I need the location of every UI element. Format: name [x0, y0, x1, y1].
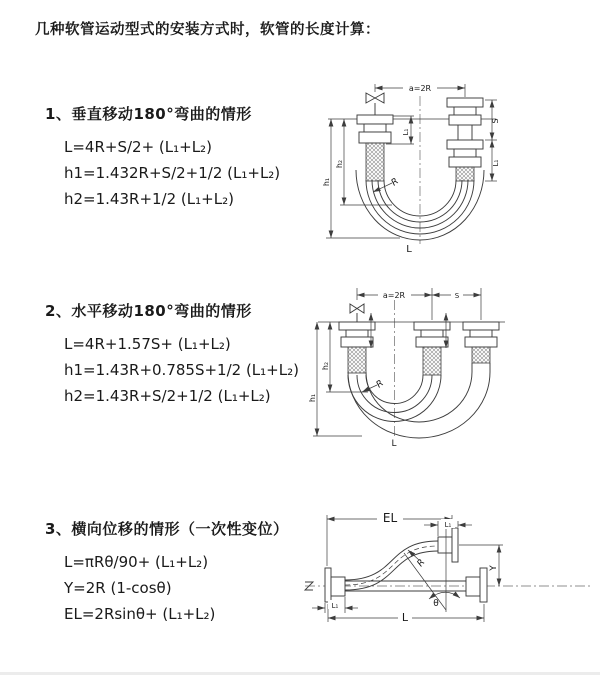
- dimension-length: [328, 604, 484, 624]
- left-flange-fitting: [325, 568, 345, 602]
- formula-length: L=4R+1.57S+ (L₁+L₂): [64, 335, 231, 353]
- dim-el-label: EL: [382, 511, 398, 525]
- top-flange-fitting: [438, 528, 458, 562]
- section-vertical-bend: [45, 103, 325, 212]
- dim-h2-label: h₂: [335, 159, 344, 169]
- diagram-vertical-bend: [310, 70, 600, 260]
- radius-callout: [362, 379, 386, 392]
- dim-stroke-label: S: [454, 292, 460, 300]
- braid-section: [456, 167, 474, 181]
- braid-section: [423, 347, 441, 375]
- dimension-el: [327, 511, 452, 566]
- right-flange-fitting: [466, 568, 487, 602]
- valve-icon: [350, 304, 364, 322]
- right-flange-fitting: [463, 322, 499, 372]
- section-2-heading: 2、水平移动180°弯曲的情形: [45, 302, 252, 320]
- angle-label: θ: [433, 599, 439, 609]
- length-label: L: [391, 439, 397, 449]
- section-1-heading: 1、垂直移动180°弯曲的情形: [45, 105, 252, 123]
- valve-icon: [366, 93, 384, 115]
- radius-callout: [408, 550, 427, 569]
- diagram-horizontal-bend: [305, 282, 600, 454]
- radius-label: R: [374, 378, 386, 391]
- dimension-fitting-right: [485, 140, 500, 181]
- formula-el: EL=2Rsinθ+ (L₁+L₂): [64, 605, 216, 623]
- dim-h1-label: h₁: [308, 393, 317, 403]
- length-label: L: [406, 244, 412, 255]
- formula-h1: h1=1.432R+S/2+1/2 (L₁+L₂): [64, 164, 281, 182]
- dim-width-label: a=2R: [408, 84, 432, 93]
- formula-length: L=4R+S/2+ (L₁+L₂): [64, 138, 212, 156]
- dimension-stroke: [432, 290, 481, 300]
- radius-label: R: [415, 557, 428, 569]
- dimension-stroke: [485, 100, 500, 140]
- dim-fitting-label: L₁: [492, 159, 500, 167]
- page-title: 几种软管运动型式的安装方式时，软管的长度计算：: [35, 22, 380, 38]
- formula-h2: h2=1.43R+1/2 (L₁+L₂): [64, 190, 234, 208]
- section-3-heading: 3、横向位移的情形（一次性变位）: [45, 520, 289, 538]
- hose-u-bend: [348, 372, 490, 438]
- formula-y: Y=2R (1-cosθ): [64, 579, 172, 597]
- braid-section: [348, 347, 366, 373]
- braid-section: [366, 143, 384, 181]
- formula-length: L=πRθ/90+ (L₁+L₂): [64, 553, 209, 571]
- dim-fitting-label: L₁: [402, 128, 410, 136]
- formula-h1: h1=1.43R+0.785S+1/2 (L₁+L₂): [64, 361, 299, 379]
- dim-l1-label: L₁: [331, 602, 339, 610]
- dimension-fitting-bottom: [312, 597, 358, 613]
- left-flange-fitting: [339, 322, 375, 373]
- braid-section: [472, 347, 490, 363]
- dim-y-label: Y: [489, 565, 499, 571]
- left-flange-fitting: [357, 115, 393, 181]
- radius-label: R: [389, 176, 401, 189]
- centerline: [318, 300, 505, 436]
- centerline: [305, 582, 592, 590]
- middle-flange-fitting: [414, 322, 450, 375]
- diagram-lateral-displacement: [300, 502, 598, 640]
- section-horizontal-bend: [45, 300, 325, 409]
- dim-width-label: a=2R: [382, 291, 406, 300]
- dimension-fitting-top: [424, 519, 472, 536]
- dim-l1-label: L₁: [444, 521, 452, 529]
- section-lateral-displacement: [45, 518, 325, 627]
- dim-l-label: L: [401, 611, 409, 624]
- formula-h2: h2=1.43R+S/2+1/2 (L₁+L₂): [64, 387, 271, 405]
- dim-h1-label: h₁: [322, 177, 331, 187]
- dimension-width: [375, 83, 465, 97]
- right-flange-fitting: [447, 98, 483, 181]
- dim-stroke-label: S: [491, 118, 500, 124]
- dim-h2-label: h₂: [321, 361, 330, 371]
